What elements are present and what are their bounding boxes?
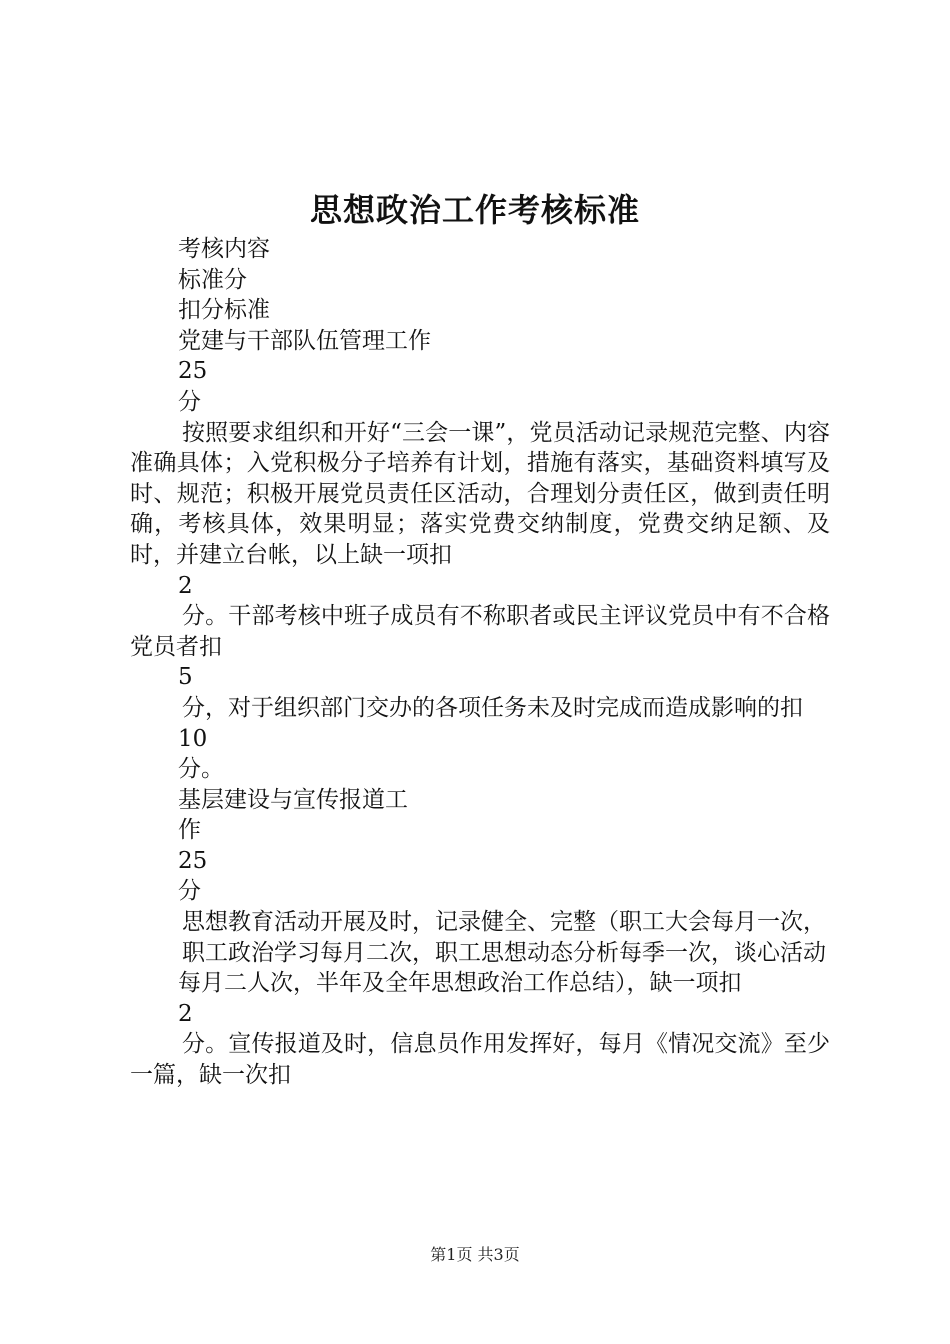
body-line: 基层建设与宣传报道工	[178, 786, 408, 813]
body-line: 分。	[178, 756, 224, 783]
body-line: 标准分	[178, 266, 247, 293]
body-paragraph: 分。干部考核中班子成员有不称职者或民主评议党员中有不合格党员者扣	[130, 603, 830, 660]
document-title: 思想政治工作考核标准	[309, 191, 640, 229]
body-line: 考核内容	[178, 236, 270, 262]
body-paragraph: 按照要求组织和开好“三会一课”，党员活动记录规范完整、内容准确具体；入党积极分子培养有计划，措施有落实，基础资料填写及时、规范；积极开展党员责任区活动，合理划分责任区，做到责任明确，考核具体，效果明显；落实党费交纳制度，党费交纳足额、及时，并建立台帐，以上缺一项扣	[130, 419, 830, 568]
body-line: 2	[178, 572, 193, 599]
body-line: 扣分标准	[178, 297, 270, 324]
page-number-footer: 第1页 共3页	[430, 1245, 520, 1264]
body-line: 每月二人次，半年及全年思想政治工作总结），缺一项扣	[178, 970, 742, 997]
body-line: 25	[178, 847, 208, 874]
body-paragraph: 分，对于组织部门交办的各项任务未及时完成而造成影响的扣	[182, 694, 803, 721]
body-paragraph: 分。宣传报道及时，信息员作用发挥好，每月《情况交流》至少一篇，缺一次扣	[130, 1031, 830, 1089]
body-line: 25	[178, 358, 208, 385]
body-paragraph: 职工政治学习每月二次，职工思想动态分析每季一次，谈心活动	[182, 939, 826, 966]
body-line: 2	[178, 1000, 193, 1027]
body-paragraph: 思想教育活动开展及时，记录健全、完整（职工大会每月一次，	[182, 909, 826, 936]
body-line: 分	[178, 878, 201, 905]
body-line: 党建与干部队伍管理工作	[178, 327, 431, 354]
body-line: 作	[178, 817, 201, 844]
body-line: 10	[178, 725, 208, 752]
body-line: 5	[178, 664, 193, 691]
document-body	[130, 234, 830, 1091]
body-line: 分	[178, 388, 201, 415]
